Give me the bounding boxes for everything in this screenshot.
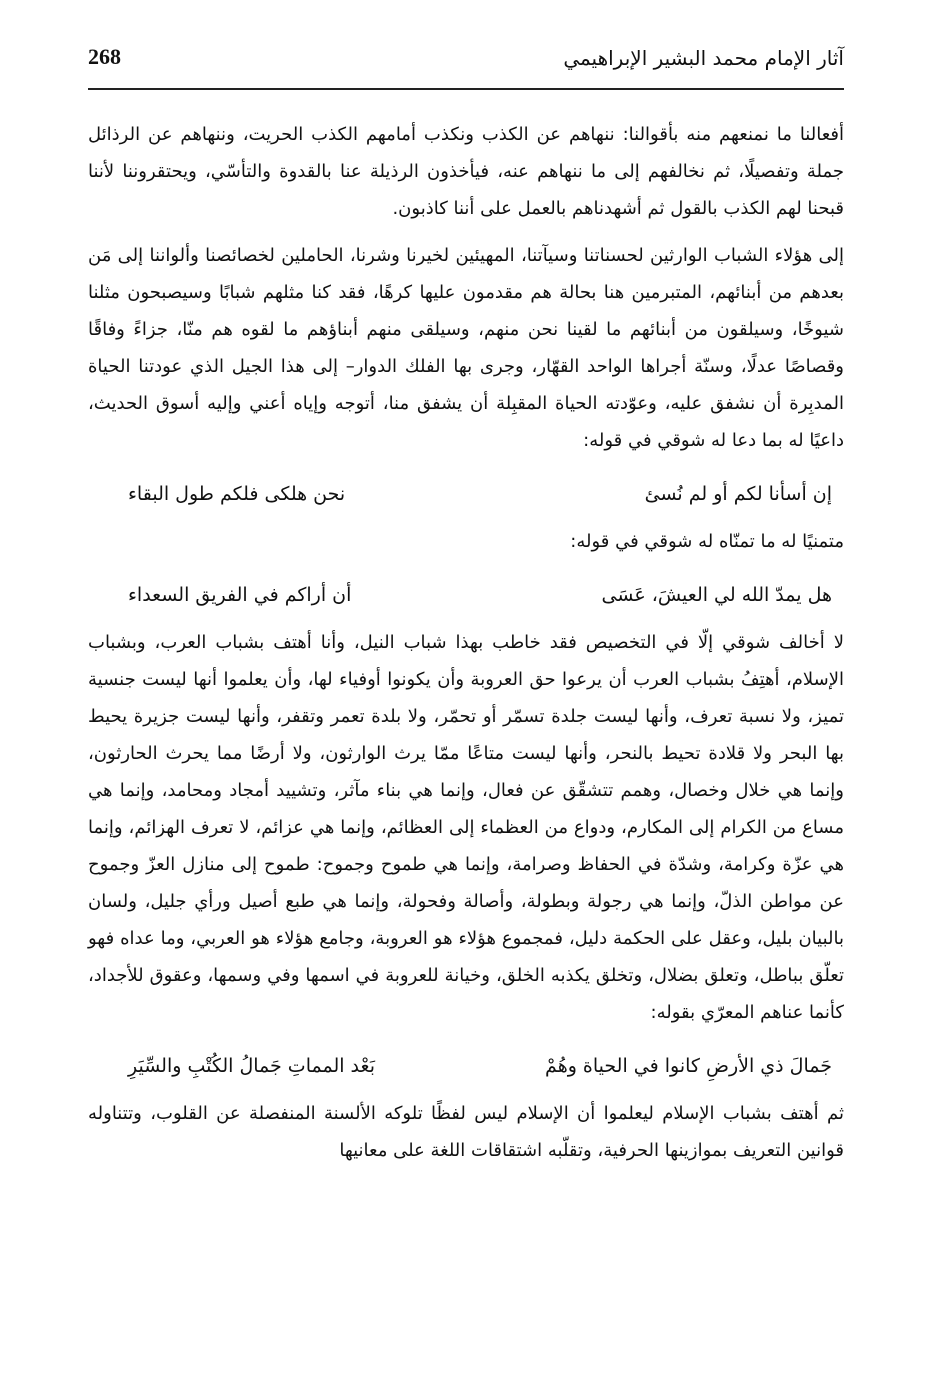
page-header — [88, 38, 844, 90]
verse-first-hemistich: هل يمدّ الله لي العيشَ، عَسَى — [601, 584, 832, 606]
poem-verse — [88, 570, 844, 624]
page-number: 268 — [88, 44, 121, 69]
verse-first-hemistich: إن أسأنا لكم أو لم نُسئ — [644, 483, 832, 505]
poem-verse — [88, 469, 844, 523]
book-page — [88, 38, 844, 90]
body-text — [88, 116, 844, 1179]
verse-second-hemistich: نحن هلكى فلكم طول البقاء — [128, 483, 346, 505]
paragraph: متمنيًا له ما تمنّاه له شوقي في قوله: — [570, 531, 844, 552]
paragraph: ثم أهتف بشباب الإسلام ليعلموا أن الإسلام ليس لفظًا تلوكه الألسنة المنفصلة عن القلوب، وتتناوله قوانين التعريف بموازينها الحرفية، وتقلّبه اشتقاقات اللغة على معانيها — [88, 1103, 844, 1161]
verse-first-hemistich: جَمالَ ذي الأرضِ كانوا في الحياة وهُمْ — [545, 1055, 832, 1077]
verse-second-hemistich: أن أراكم في الفريق السعداء — [128, 584, 352, 606]
paragraph: أفعالنا ما نمنعهم منه بأقوالنا: ننهاهم عن الكذب ونكذب أمامهم الكذب الحريت، وننهاهم عن الرذائل جملة وتفصيلًا، ثم نخالفهم إلى ما ننهاهم عنه، فيأخذون الرذيلة عنا بالقدوة والتأسّي، ويحتقروننا لأننا قبحنا لهم الكذب بالقول ثم أشهدناهم بالعمل على أننا كاذبون. — [88, 124, 844, 219]
running-title: آثار الإمام محمد البشير الإبراهيمي — [563, 46, 844, 70]
poem-verse — [88, 1041, 844, 1095]
paragraph: إلى هؤلاء الشباب الوارثين لحسناتنا وسيآتنا، المهيئين لخيرنا وشرنا، الحاملين لخصائصنا وألواننا إلى مَن بعدهم من أبنائهم، المتبرمين هنا بحالة هم مقدمون عليها كرهًا، فقد كنا مثلهم شبابًا وسيصبحون مثلنا شيوخًا، وسيلقون من أبنائهم ما لقينا نحن منهم، وسيلقى منهم أبناؤهم ما لقوه هم منّا، جزاءً وفاقًا وقصاصًا عدلًا، وسنّة أجراها الواحد القهّار، وجرى بها الفلك الدوار– إلى هذا الجيل الذي عودتنا الحياة المدبِرة أن نشفق عليه، وعوّدته الحياة المقبِلة أن يشفق منا، أتوجه وإياه أعني وإليه أسوق الحديث، داعيًا له بما دعا له شوقي في قوله: — [88, 245, 844, 451]
paragraph: لا أخالف شوقي إلّا في التخصيص فقد خاطب بهذا شباب النيل، وأنا أهتف بشباب العرب، وبشباب الإسلام، أهتِفُ بشباب العرب أن يرعوا حق العروبة وأن يكونوا أوفياء لها، وأن يعلموا أنها ليست جنسية تميز، ولا نسبة تعرف، وأنها ليست جلدة تسمّر أو تحمّر، ولا بلدة تعمر وتقفر، وأنها ليست جزيرة يحيط بها البحر ولا قلادة تحيط بالنحر، وأنها ليست متاعًا ممّا يرث الوارثون، ولا أرضًا مما يحرث الحارثون، وإنما هي خلال وخصال، وهمم تتشقّق عن فعال، وإنما هي بناء مآثر، وتشييد أمجاد ومحامد، وإنما هي مساع من الكرام إلى المكارم، ودواع من العظماء إلى العظائم، وإنما هي عزائم، لا تعرف الهزائم، وإنما هي عزّة وكرامة، وشدّة في الحفاظ وصرامة، وإنما هي طموح وجموح: طموح إلى منازل العزّ وجموح عن مواطن الذلّ، وإنما هي رجولة وبطولة، وأصالة وفحولة، وإنما هي طبع أصيل ورأي جليل، ولسان بالبيان بليل، وعقل على الحكمة دليل، فمجموع هؤلاء هو العروبة، وجامع هؤلاء هو العربي، وما عداه فهو تعلّق بباطل، وتعلق بضلال، وتخلق يكذبه الخلق، وخيانة للعروبة في اسمها وفي وسمها، وعقوق للأجداد، كأنما عناهم المعرّي بقوله: — [88, 632, 844, 1023]
verse-second-hemistich: بَعْد المماتِ جَمالُ الكُتْبِ والسِّيَرِ — [128, 1055, 375, 1077]
